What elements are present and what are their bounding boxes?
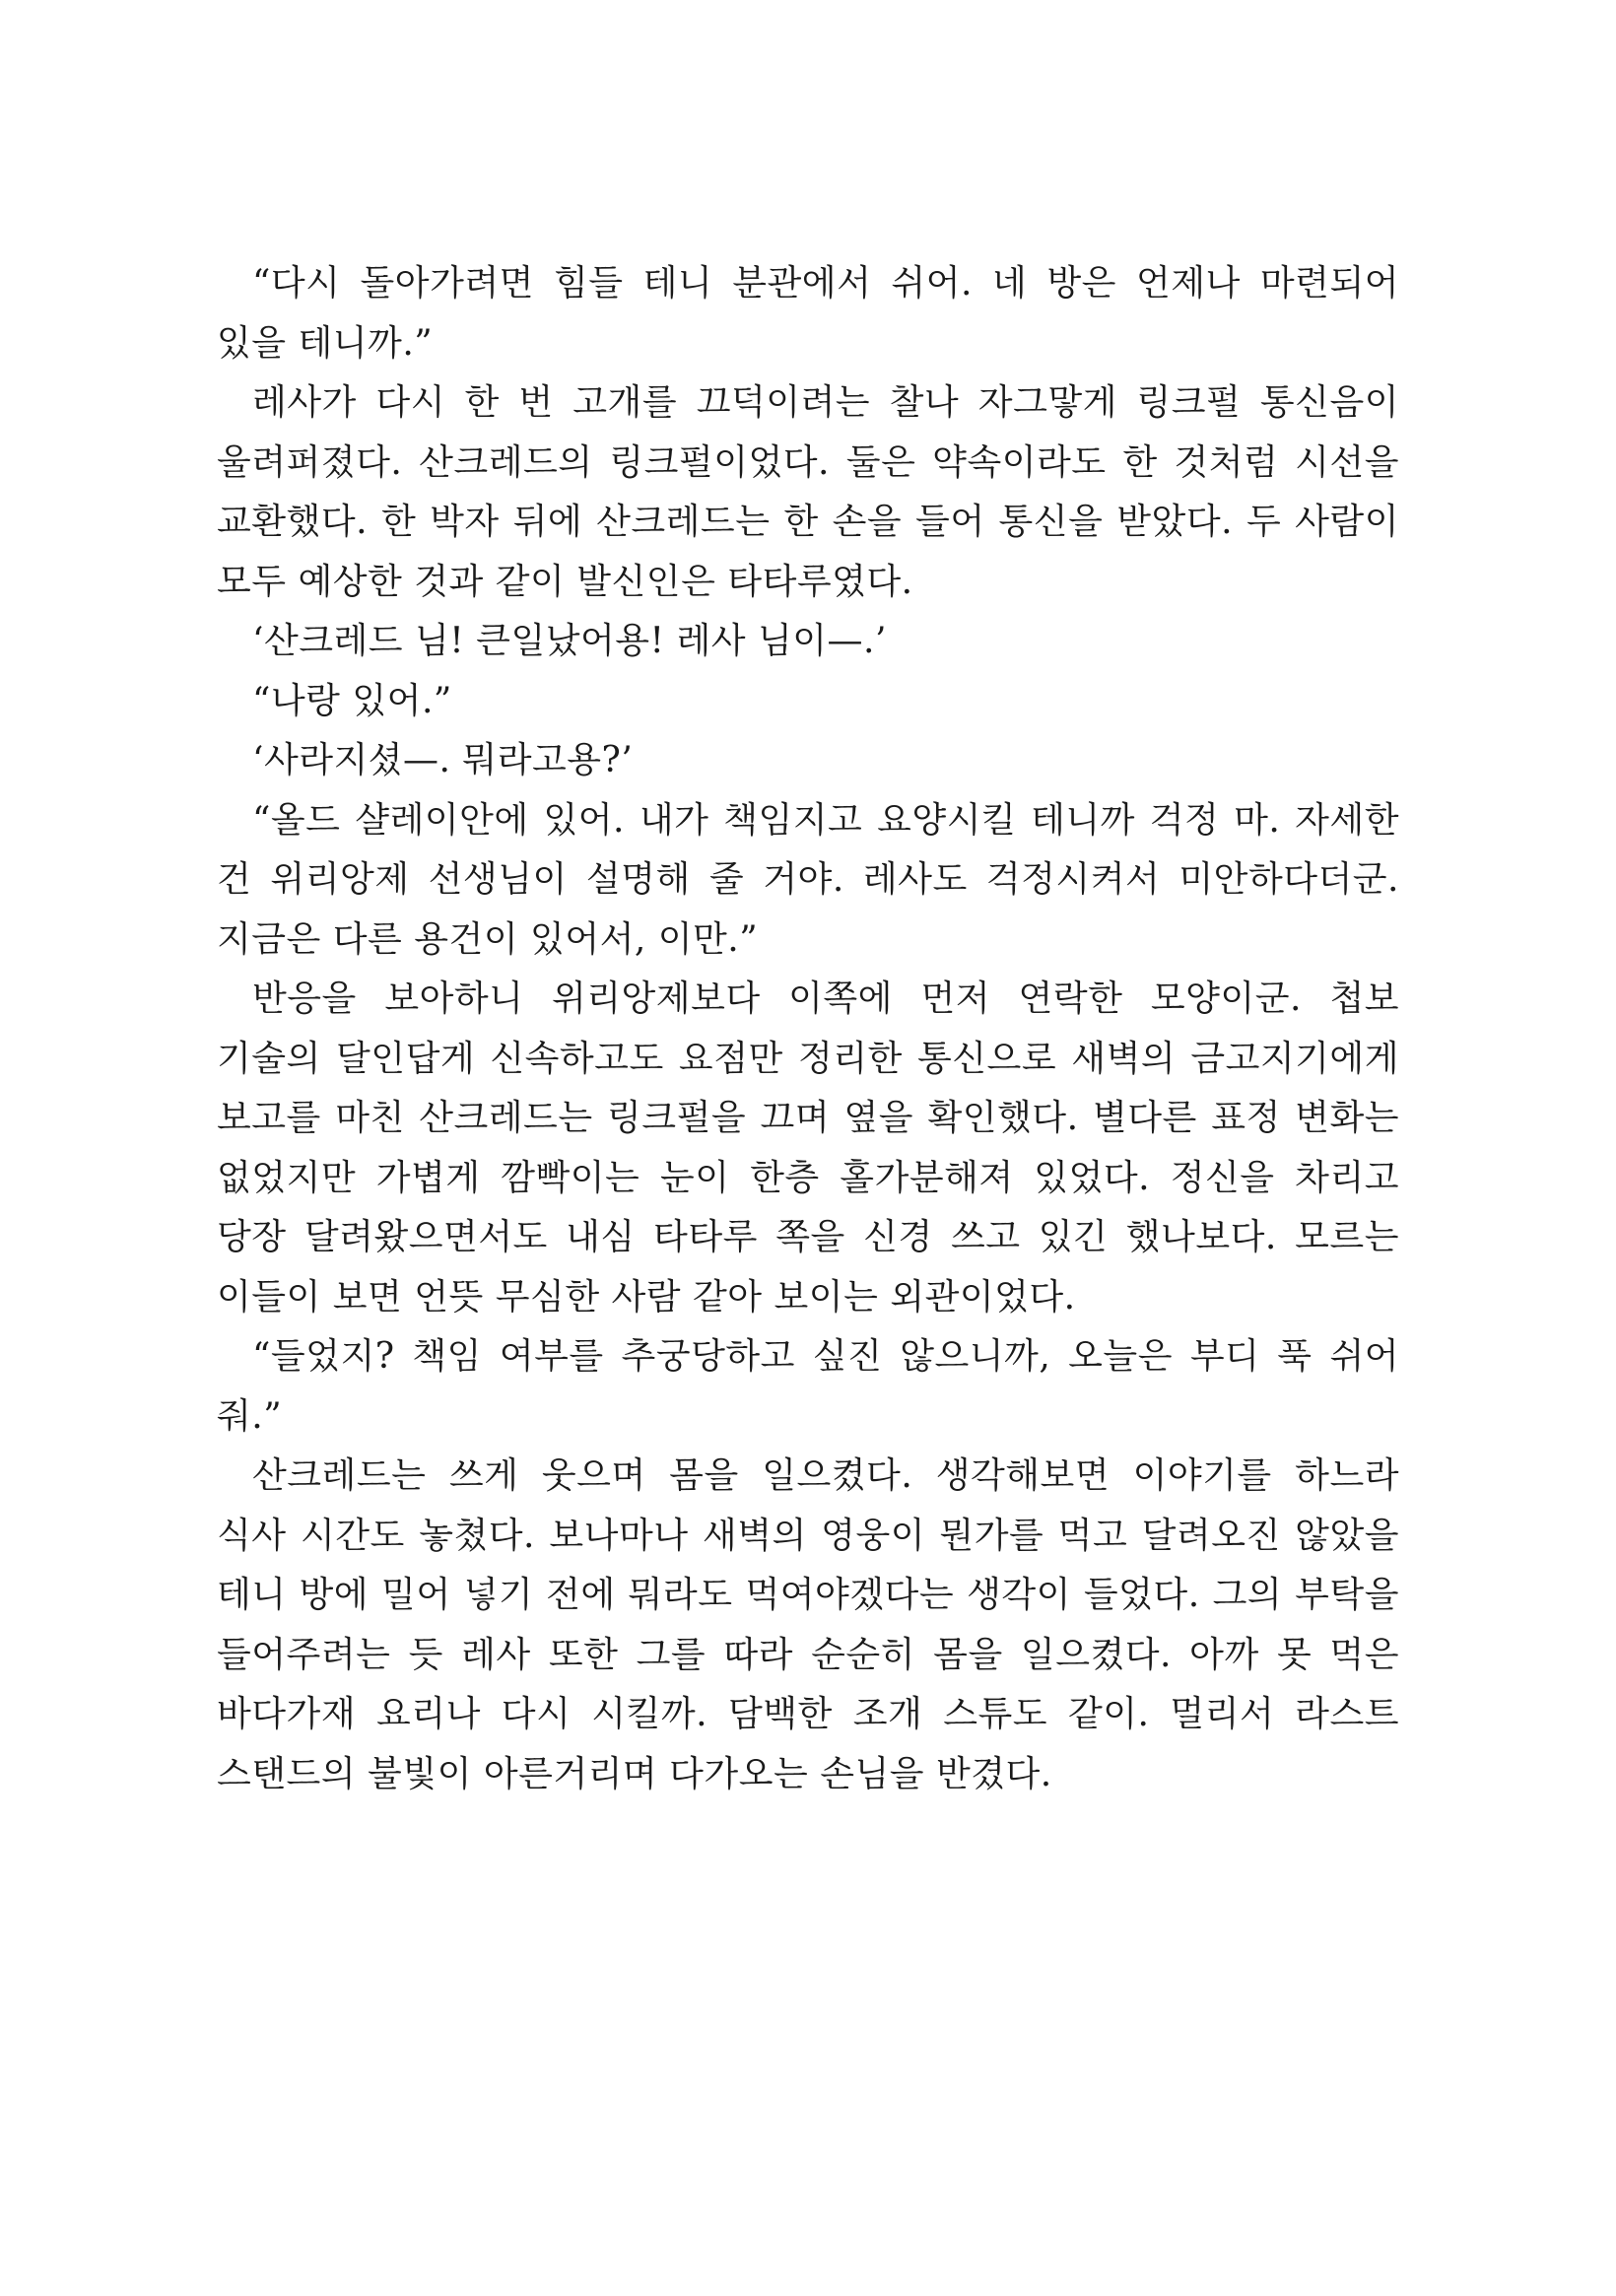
paragraph-offer-rest: “다시 돌아가려면 힘들 테니 분관에서 쉬어. 네 방은 언제나 마련되어 있을 테니까.”	[217, 263, 1399, 364]
body-text	[217, 254, 1399, 1804]
paragraph-with-me: “나랑 있어.”	[252, 680, 452, 721]
paragraph-old-sharlayan: “올드 샬레이안에 있어. 내가 책임지고 요양시킬 테니까 걱정 마. 자세한 건 위리앙제 선생님이 설명해 줄 거야. 레사도 걱정시켜서 미안하다더군. 지금은 다른 용건이 있어서, 이만.”	[217, 799, 1399, 960]
paragraph-last-stand: 산크레드는 쓰게 웃으며 몸을 일으켰다. 생각해보면 이야기를 하느라 식사 시간도 놓쳤다. 보나마나 새벽의 영웅이 뭔가를 먹고 달려오진 않았을 테니 방에 밀어 넣기 전에 뭐라도 먹여야겠다는 생각이 들었다. 그의 부탁을 들어주려는 듯 레사 또한 그를 따라 순순히 몸을 일으켰다. 아까 못 먹은 바다가재 요리나 다시 시킬까. 담백한 조개 스튜도 같이. 멀리서 라스트 스탠드의 불빛이 아른거리며 다가오는 손님을 반겼다.	[217, 1455, 1399, 1794]
paragraph-tataru-alarm: ‘산크레드 님! 큰일났어용! 레사 님이—.’	[252, 621, 887, 661]
paragraph-linkpearl-call: 레사가 다시 한 번 고개를 끄덕이려는 찰나 자그맣게 링크펄 통신음이 울려퍼졌다. 산크레드의 링크펄이었다. 둘은 약속이라도 한 것처럼 시선을 교환했다. 한 박자 뒤에 산크레드는 한 손을 들어 통신을 받았다. 두 사람이 모두 예상한 것과 같이 발신인은 타타루였다.	[217, 382, 1399, 602]
paragraph-reaction: 반응을 보아하니 위리앙제보다 이쪽에 먼저 연락한 모양이군. 첩보 기술의 달인답게 신속하고도 요점만 정리한 통신으로 새벽의 금고지기에게 보고를 마친 산크레드는 링크펄을 끄며 옆을 확인했다. 별다른 표정 변화는 없었지만 가볍게 깜빡이는 눈이 한층 홀가분해져 있었다. 정신을 차리고 당장 달려왔으면서도 내심 타타루 쪽을 신경 쓰고 있긴 했나보다. 모르는 이들이 보면 언뜻 무심한 사람 같아 보이는 외관이었다.	[217, 979, 1399, 1317]
paragraph-disappeared: ‘사라지셨—. 뭐라고용?’	[252, 740, 634, 780]
paragraph-heard-it: “들었지? 책임 여부를 추궁당하고 싶진 않으니까, 오늘은 부디 푹 쉬어 줘.”	[217, 1336, 1399, 1437]
